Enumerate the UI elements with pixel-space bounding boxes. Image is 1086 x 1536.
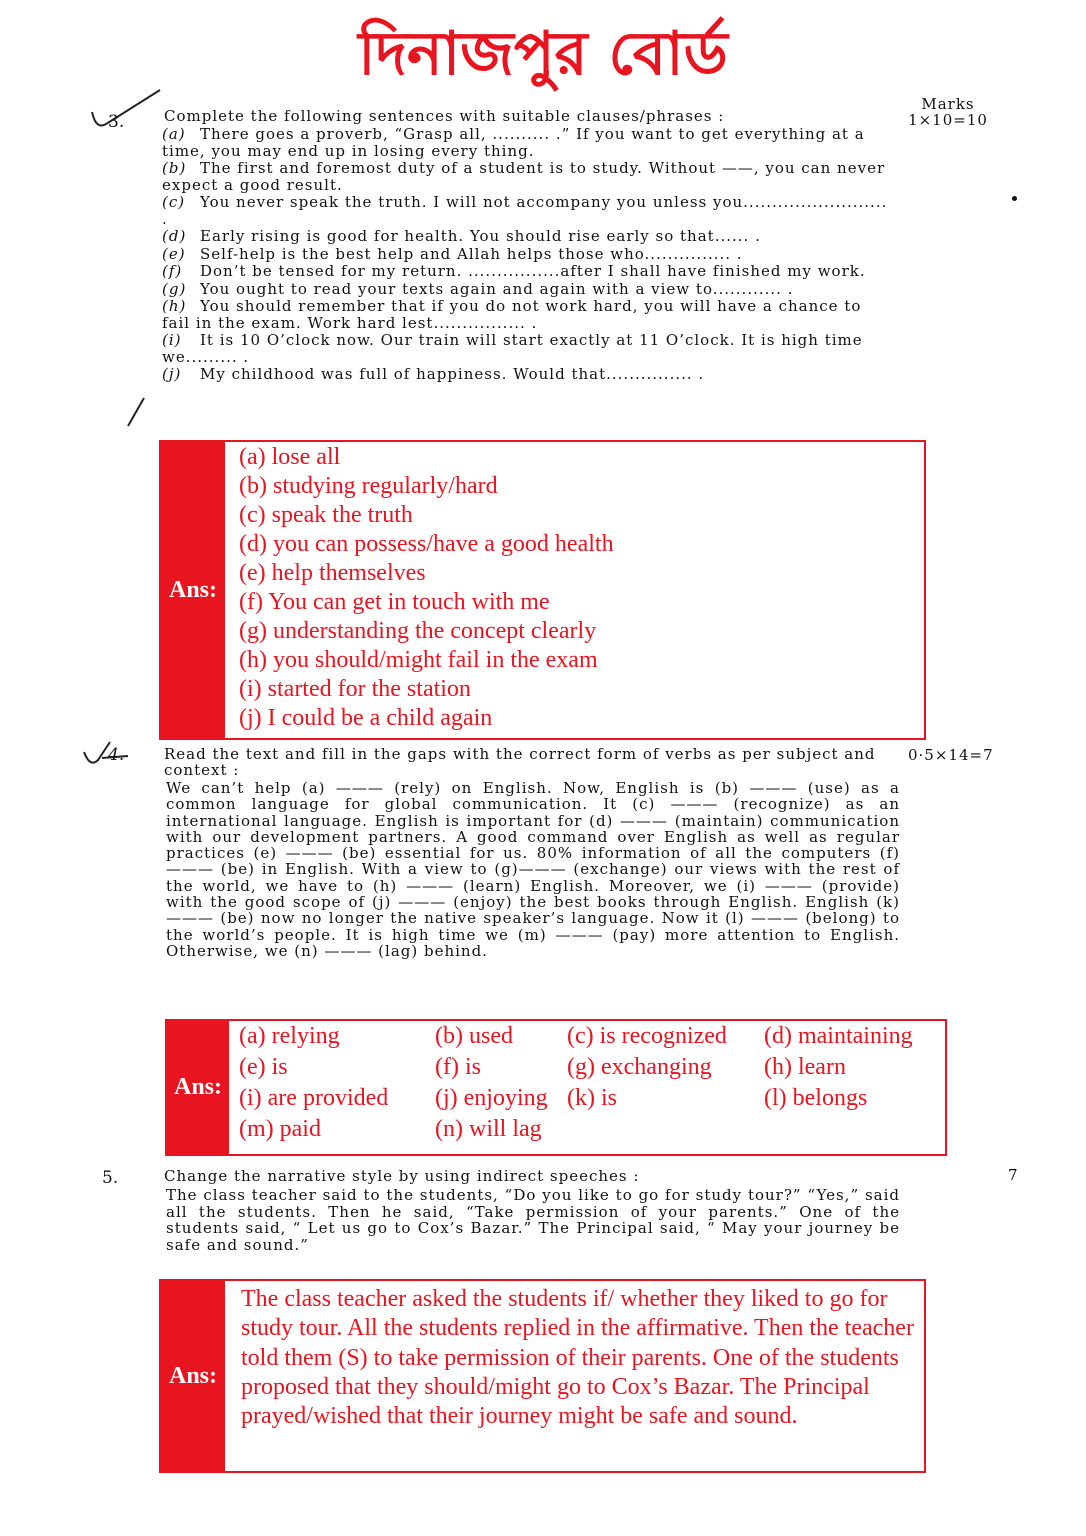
answer-cell: (j) enjoying <box>435 1085 548 1111</box>
answer-cell: (e) is <box>239 1054 288 1080</box>
list-item: (i) It is 10 O’clock now. Our train will start exactly at 11 O’clock. It is high time we......... . <box>162 331 863 366</box>
answer-label: Ans: <box>168 576 217 603</box>
q5-passage: The class teacher said to the students, “Do you like to go for study tour?” “Yes,” said all the students. Then he said, “Take permission of your parents.” One of the students said, “ Let us go to Cox’s Bazar.” The Principal said, “ May your journey be safe and sound.” <box>166 1186 900 1254</box>
answer-line: (c) speak the truth <box>239 502 413 528</box>
list-item: (g) You ought to read your texts again and again with a view to............ . <box>162 279 794 298</box>
list-item: (h) You should remember that if you do not work hard, you will have a chance to fail in the exam. Work hard lest................ . <box>162 297 862 332</box>
answer-line: (f) You can get in touch with me <box>239 589 550 615</box>
marks-label: Marks <box>921 95 975 113</box>
q5-answer-box <box>159 1279 926 1473</box>
answer-line: (e) help themselves <box>239 560 426 586</box>
q4-instruction: Read the text and fill in the gaps with the correct form of verbs as per subject and context : <box>164 745 876 779</box>
answer-line: (j) I could be a child again <box>239 705 493 731</box>
q3-number: 3. <box>108 112 125 132</box>
page-title: দিনাজপুর বোর্ড <box>358 19 728 89</box>
answer-line: (d) you can possess/have a good health <box>239 531 614 557</box>
q3-item-list <box>162 126 892 384</box>
answer-label: Ans: <box>173 1074 222 1100</box>
q3-instruction: Complete the following sentences with suitable clauses/phrases : <box>164 107 725 125</box>
answer-line: (a) lose all <box>239 444 341 470</box>
answer-line: (b) studying regularly/hard <box>239 473 498 499</box>
answer-cell: (m) paid <box>239 1116 321 1142</box>
q5-answer-text: The class teacher asked the students if/ whether they liked to go for study tour. All the students replied in the affirmative. Then the teacher told them (S) to take permission of their parents. One of the students proposed that they should/might go to Cox’s Bazar. The Principal prayed/wished that their journey might be safe and sound. <box>241 1286 914 1430</box>
tick-mark-icon <box>86 86 166 136</box>
answer-strip <box>167 1021 229 1154</box>
answer-cell: (d) maintaining <box>764 1023 913 1049</box>
answer-cell: (g) exchanging <box>567 1054 712 1080</box>
answer-cell: (n) will lag <box>435 1116 542 1142</box>
answer-strip <box>161 1281 225 1471</box>
answer-cell: (b) used <box>435 1023 513 1049</box>
q5-instruction: Change the narrative style by using indirect speeches : <box>164 1167 640 1185</box>
q4-passage: We can’t help (a) ——— (rely) on English. Now, English is (b) ——— (use) as a common language for global communication. It (c) ——— (recognize) as an international language. English is important for (d) ——— (maintain) communication with our development partners. A good command over English as well as regular practices (e) ——— (be) essential for us. 80% information of all the computers (f) ——— (be) in English. With a view to (g)——— (exchange) our views with the rest of the world, we have to (h) ——— (learn) English. Moreover, we (i) ——— (provide) with the good scope of (j) ——— (enjoy) the best books through English. English (k) ——— (be) now no longer the native speaker’s language. Now it (l) ——— (belong) to the world’s people. It is high time we (m) ——— (pay) more attention to English. Otherwise, we (n) ——— (lag) behind. <box>166 779 900 960</box>
list-item: (a) There goes a proverb, “Grasp all, .......... .” If you want to get everything at a time, you may end up in losing every thing. <box>162 125 865 160</box>
answer-cell: (k) is <box>567 1085 617 1111</box>
list-item: (c) You never speak the truth. I will not accompany you unless you......................... . <box>162 193 888 228</box>
answer-line: (i) started for the station <box>239 676 471 702</box>
q4-number: 4. <box>108 745 125 765</box>
answer-cell: (f) is <box>435 1054 481 1080</box>
answer-line: (g) understanding the concept clearly <box>239 618 597 644</box>
list-item: (f) Don’t be tensed for my return. ................after I shall have finished my work. <box>162 262 866 280</box>
q5-number: 5. <box>102 1168 119 1188</box>
answer-strip <box>161 442 225 738</box>
slash-mark-icon <box>124 396 148 430</box>
answer-line: (h) you should/might fail in the exam <box>239 647 598 673</box>
q4-marks: 0·5×14=7 <box>908 746 994 764</box>
list-item: (d) Early rising is good for health. You should rise early so that...... . <box>162 227 761 245</box>
list-item: (b) The first and foremost duty of a student is to study. Without ——, you can never expect a good result. <box>162 159 886 194</box>
list-item: (j) My childhood was full of happiness. Would that............... . <box>162 365 705 383</box>
answer-cell: (i) are provided <box>239 1085 389 1111</box>
answer-cell: (h) learn <box>764 1054 846 1080</box>
q5-marks: 7 <box>1008 1166 1019 1184</box>
answer-cell: (c) is recognized <box>567 1023 727 1049</box>
q4-answer-box <box>165 1019 947 1156</box>
marks-header <box>898 96 998 128</box>
list-item: (e) Self-help is the best help and Allah helps those who............... . <box>162 244 743 263</box>
answer-cell: (l) belongs <box>764 1085 868 1111</box>
q3-answer-list <box>239 443 614 733</box>
stray-dot <box>1012 196 1017 201</box>
q3-answer-box <box>159 440 926 740</box>
answer-cell: (a) relying <box>239 1023 340 1049</box>
answer-label: Ans: <box>168 1362 217 1389</box>
marks-value: 1×10=10 <box>908 111 988 129</box>
